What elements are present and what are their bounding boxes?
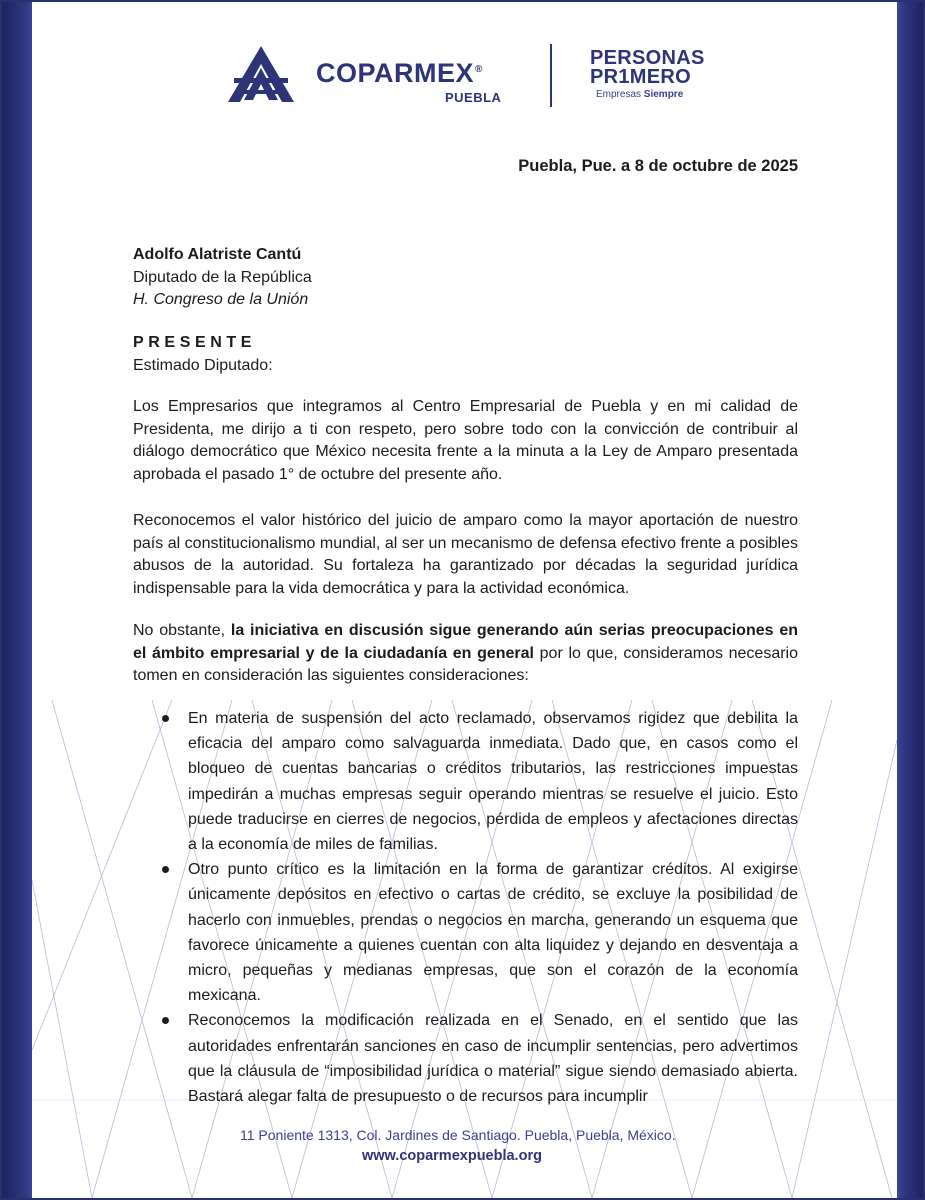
right-decorative-bar (897, 2, 923, 1198)
recipient-organization: H. Congreso de la Unión (133, 291, 309, 308)
footer-address: 11 Poniente 1313, Col. Jardines de Santiago. Puebla, Puebla, México. (240, 1127, 676, 1143)
recipient-title: Diputado de la República (133, 269, 312, 286)
paragraph-1: Los Empresarios que integramos al Centro Empresarial de Puebla y en mi calidad de Presidenta, me dirijo a ti con respeto, pero sobre todo con la convicción de contribuir al diálogo democrático que México necesita frente a la minuta a la Ley de Amparo presentada aprobada el pasado 1° de octubre del presente año. (133, 398, 798, 483)
bullet-icon (162, 715, 169, 722)
slogan-line-1: PERSONAS (590, 47, 705, 69)
footer-website: www.coparmexpuebla.org (362, 1148, 542, 1164)
brand-name: COPARMEX® (316, 58, 483, 88)
brand-city: PUEBLA (445, 90, 502, 105)
letter-date: Puebla, Pue. a 8 de octubre de 2025 (518, 157, 798, 175)
coparmex-logo-icon (226, 44, 296, 106)
list-item: Otro punto crítico es la limitación en la forma de garantizar créditos. Al exigirse únicamente depósitos en efectivo o cartas de crédito, se excluye la posibilidad de hacerlo con inmuebles, prendas o negocios en marcha, generando un esquema que favorece únicamente a quienes cuentan con alta liquidez y dejando en desventaja a micro, pequeñas y medianas empresas, que son el corazón de la economía mexicana. (133, 857, 798, 1008)
salutation: Estimado Diputado: (133, 357, 273, 374)
left-decorative-bar (2, 2, 32, 1198)
slogan-line-3: Empresas Siempre (596, 89, 684, 100)
slogan-line-2: PR1MERO (590, 66, 692, 88)
bullet-icon (162, 1017, 169, 1024)
considerations-list (133, 706, 798, 1109)
list-item: Reconocemos la modificación realizada en el Senado, en el sentido que las autoridades enfrentarán sanciones en caso de incumplir sentencias, pero advertimos que la cláusula de “imposibilidad jurídica o material” sigue siendo demasiado abierta. Bastará alegar falta de presupuesto o de recursos para incumplir (133, 1008, 798, 1109)
header-divider (550, 44, 552, 107)
bullet-icon (162, 866, 169, 873)
paragraph-3: No obstante, la iniciativa en discusión sigue generando aún serias preocupaciones en el ámbito empresarial y de la ciudadanía en general por lo que, consideramos necesario tomen en consideración las siguientes consideraciones: (133, 622, 799, 684)
list-item: En materia de suspensión del acto reclamado, observamos rigidez que debilita la eficacia del amparo como salvaguarda inmediata. Dado que, en casos como el bloqueo de cuentas bancarias o créditos tributarios, las restricciones impuestas impedirán a muchas empresas seguir operando mientras se resuelve el juicio. Esto puede traducirse en cierres de negocios, pérdida de empleos y afectaciones directas a la economía de miles de familias. (133, 706, 798, 857)
registered-mark: ® (475, 64, 483, 75)
paragraph-2: Reconocemos el valor histórico del juicio de amparo como la mayor aportación de nuestro país al constitucionalismo mundial, al ser un mecanismo de defensa efectivo frente a posibles abusos de la autoridad. Su fortaleza ha garantizado por décadas la seguridad jurídica indispensable para la vida democrática y para la actividad económica. (133, 512, 798, 597)
presente-heading: PRESENTE (133, 334, 257, 351)
recipient-name: Adolfo Alatriste Cantú (133, 246, 302, 263)
